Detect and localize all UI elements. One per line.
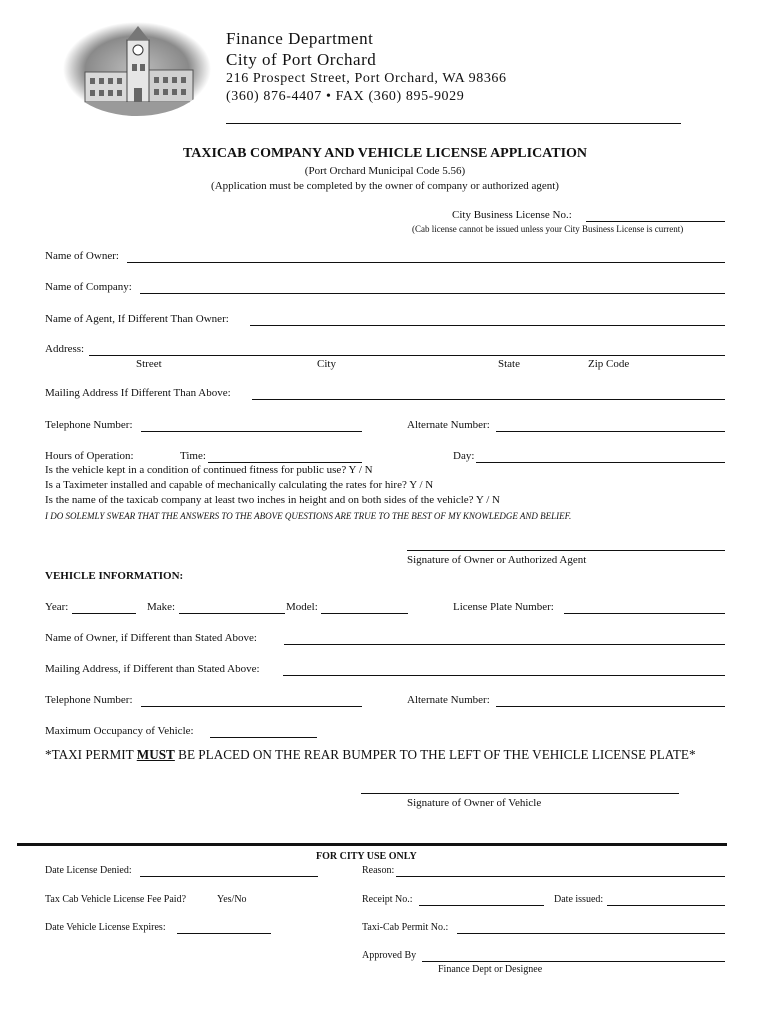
receipt-label: Receipt No.: (362, 894, 413, 905)
street-address: 216 Prospect Street, Port Orchard, WA 98366 (226, 71, 507, 86)
telephone-field[interactable] (141, 431, 362, 432)
question-taximeter: Is a Taximeter installed and capable of mechanically calculating the rates for hire? Y / N (45, 479, 434, 491)
vehicle-telephone-field[interactable] (141, 706, 362, 707)
vehicle-owner-diff-label: Name of Owner, if Different than Stated Above: (45, 632, 257, 644)
reason-label: Reason: (362, 865, 395, 876)
name-of-owner-field[interactable] (127, 262, 725, 263)
department-name: Finance Department (226, 29, 374, 48)
approved-by-label: Approved By (362, 950, 417, 961)
vehicle-owner-diff-field[interactable] (284, 644, 725, 645)
vehicle-alternate-field[interactable] (496, 706, 725, 707)
date-issued-label: Date issued: (554, 894, 604, 905)
name-of-owner-label: Name of Owner: (45, 250, 119, 262)
must-emphasis: MUST (136, 747, 175, 762)
state-caption: State (498, 358, 520, 370)
year-label: Year: (45, 601, 69, 613)
phone-fax: (360) 876-4407 • FAX (360) 895-9029 (226, 89, 465, 104)
vehicle-info-heading: VEHICLE INFORMATION: (45, 570, 184, 582)
license-plate-field[interactable] (564, 613, 725, 614)
date-issued-field[interactable] (607, 905, 725, 906)
fee-paid-label: Tax Cab Vehicle License Fee Paid? (45, 894, 187, 905)
name-of-agent-field[interactable] (250, 325, 725, 326)
header-rule (226, 123, 681, 124)
date-denied-label: Date License Denied: (45, 865, 132, 876)
name-of-company-field[interactable] (140, 293, 725, 294)
taxi-permit-notice: *TAXI PERMIT MUST BE PLACED ON THE REAR BUMPER TO THE LEFT OF THE VEHICLE LICENSE PLATE* (45, 747, 696, 762)
year-field[interactable] (72, 613, 136, 614)
address-label: Address: (45, 343, 85, 355)
permit-no-field[interactable] (457, 933, 725, 934)
vehicle-owner-signature-field[interactable] (361, 793, 679, 794)
mailing-address-label: Mailing Address If Different Than Above: (45, 387, 231, 399)
city-caption: City (317, 358, 336, 370)
city-name: City of Port Orchard (226, 50, 377, 69)
day-label: Day: (453, 450, 475, 462)
vehicle-owner-signature-caption: Signature of Owner of Vehicle (407, 797, 542, 809)
form-title: TAXICAB COMPANY AND VEHICLE LICENSE APPLICATION (182, 146, 588, 161)
question-company-name: Is the name of the taxicab company at least two inches in height and on both sides of the vehicle? Y / N (45, 494, 500, 506)
day-field[interactable] (476, 462, 725, 463)
time-field[interactable] (208, 462, 362, 463)
expires-label: Date Vehicle License Expires: (45, 922, 166, 933)
question-fitness: Is the vehicle kept in a condition of continued fitness for public use? Y / N (45, 464, 373, 476)
receipt-field[interactable] (419, 905, 544, 906)
mailing-address-field[interactable] (252, 399, 725, 400)
max-occupancy-field[interactable] (210, 737, 317, 738)
city-use-heading: FOR CITY USE ONLY (316, 851, 417, 862)
telephone-label: Telephone Number: (45, 419, 133, 431)
date-denied-field[interactable] (140, 876, 318, 877)
max-occupancy-label: Maximum Occupancy of Vehicle: (45, 725, 194, 737)
zip-caption: Zip Code (588, 358, 630, 370)
hours-label: Hours of Operation: (45, 450, 134, 462)
address-field[interactable] (89, 355, 725, 356)
license-plate-label: License Plate Number: (453, 601, 554, 613)
vehicle-alternate-label: Alternate Number: (407, 694, 490, 706)
oath-statement: I DO SOLEMLY SWEAR THAT THE ANSWERS TO THE ABOVE QUESTIONS ARE TRUE TO THE BEST OF MY KNOWLEDGE AND BELIEF. (45, 511, 572, 521)
city-hall-logo (63, 22, 211, 116)
permit-no-label: Taxi-Cab Permit No.: (362, 922, 449, 933)
model-field[interactable] (321, 613, 408, 614)
designee-caption: Finance Dept or Designee (438, 964, 543, 975)
business-license-label: City Business License No.: (452, 209, 572, 221)
city-use-divider (17, 843, 727, 846)
approved-by-field[interactable] (422, 961, 725, 962)
alternate-number-label: Alternate Number: (407, 419, 490, 431)
fee-paid-yes-no[interactable]: Yes/No (217, 894, 247, 905)
time-label: Time: (180, 450, 206, 462)
owner-signature-field[interactable] (407, 550, 725, 551)
municipal-code: (Port Orchard Municipal Code 5.56) (304, 165, 466, 177)
business-license-field[interactable] (586, 221, 725, 222)
expires-field[interactable] (177, 933, 271, 934)
vehicle-mailing-diff-label: Mailing Address, if Different than Stated Above: (45, 663, 260, 675)
completion-note: (Application must be completed by the owner of company or authorized agent) (211, 180, 559, 192)
owner-signature-caption: Signature of Owner or Authorized Agent (407, 554, 587, 566)
make-field[interactable] (179, 613, 285, 614)
alternate-number-field[interactable] (496, 431, 725, 432)
make-label: Make: (147, 601, 176, 613)
name-of-agent-label: Name of Agent, If Different Than Owner: (45, 313, 229, 325)
street-caption: Street (136, 358, 162, 370)
reason-field[interactable] (396, 876, 725, 877)
name-of-company-label: Name of Company: (45, 281, 132, 293)
vehicle-mailing-diff-field[interactable] (283, 675, 725, 676)
vehicle-telephone-label: Telephone Number: (45, 694, 133, 706)
model-label: Model: (286, 601, 318, 613)
business-license-note: (Cab license cannot be issued unless your City Business License is current) (412, 224, 684, 234)
